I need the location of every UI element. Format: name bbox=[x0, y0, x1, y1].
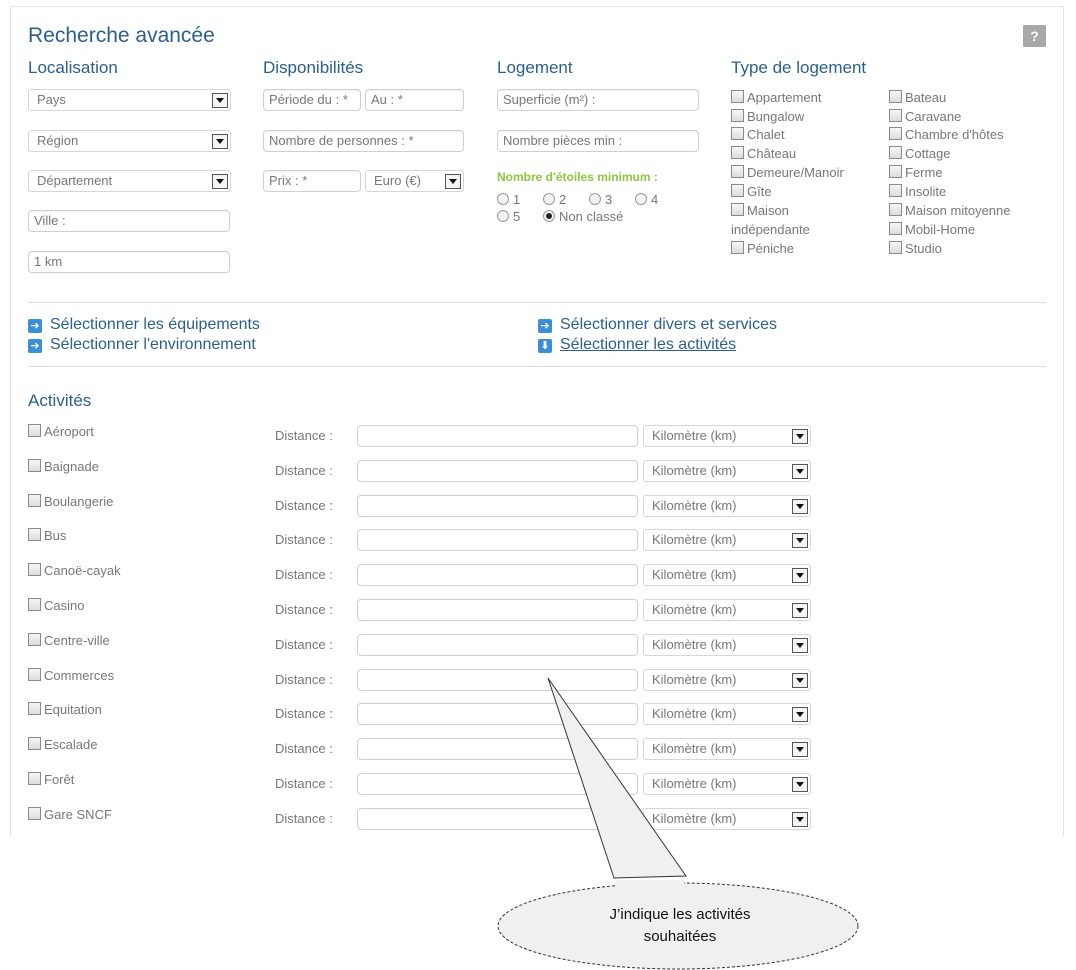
rayon-input[interactable]: 1 km bbox=[28, 251, 230, 273]
star-radio-2[interactable]: 2 bbox=[543, 192, 566, 207]
devise-value: Euro (€) bbox=[374, 173, 421, 188]
type-studio-checkbox[interactable]: Studio bbox=[889, 239, 942, 258]
distance-unit-value: Kilomètre (km) bbox=[652, 706, 737, 722]
type-bungalow-checkbox[interactable]: Bungalow bbox=[731, 107, 804, 126]
distance-unit-value: Kilomètre (km) bbox=[652, 602, 737, 617]
arrow-right-icon: ➔ bbox=[538, 319, 552, 333]
page-title: Recherche avancée bbox=[28, 24, 215, 47]
arrow-down-icon: ⬇ bbox=[538, 339, 552, 353]
disponibilites-title: Disponibilités bbox=[263, 58, 364, 77]
distance-unit-value: Kilomètre (km) bbox=[652, 462, 737, 478]
help-button[interactable]: ? bbox=[1023, 25, 1046, 47]
type-chambre-hotes-checkbox[interactable]: Chambre d'hôtes bbox=[889, 125, 1004, 144]
type-logement-title: Type de logement bbox=[731, 58, 867, 77]
link-divers-services[interactable]: ➔ Sélectionner divers et services bbox=[538, 316, 777, 334]
type-cottage-checkbox[interactable]: Cottage bbox=[889, 144, 951, 163]
activity-checkbox[interactable]: Equitation bbox=[28, 702, 102, 717]
activity-checkbox[interactable]: Canoë-cayak bbox=[28, 563, 121, 578]
activity-checkbox[interactable]: Escalade bbox=[28, 737, 97, 752]
distance-unit-value: Kilomètre (km) bbox=[652, 497, 737, 513]
distance-label: Distance : bbox=[275, 462, 333, 478]
distance-label: Distance : bbox=[275, 602, 333, 617]
activity-checkbox[interactable]: Bus bbox=[28, 528, 66, 543]
arrow-right-icon: ➔ bbox=[28, 319, 42, 333]
prix-input[interactable]: Prix : * bbox=[263, 170, 361, 192]
distance-unit-value: Kilomètre (km) bbox=[652, 741, 737, 757]
type-appartement-checkbox[interactable]: Appartement bbox=[731, 88, 821, 107]
activity-checkbox[interactable]: Centre-ville bbox=[28, 633, 110, 648]
type-mobil-home-checkbox[interactable]: Mobil-Home bbox=[889, 220, 975, 239]
region-value: Région bbox=[37, 133, 79, 148]
distance-label: Distance : bbox=[275, 497, 333, 513]
nombre-personnes-input[interactable]: Nombre de personnes : * bbox=[263, 130, 464, 152]
distance-unit-value: Kilomètre (km) bbox=[652, 567, 737, 583]
activites-title: Activités bbox=[28, 391, 92, 410]
departement-value: Département bbox=[37, 173, 113, 188]
star-radio-5[interactable]: 5 bbox=[497, 209, 520, 224]
distance-label: Distance : bbox=[275, 776, 333, 791]
type-chalet-checkbox[interactable]: Chalet bbox=[731, 125, 785, 144]
type-caravane-checkbox[interactable]: Caravane bbox=[889, 107, 961, 126]
periode-du-input[interactable]: Période du : * bbox=[263, 89, 361, 111]
ville-input[interactable]: Ville : bbox=[28, 210, 230, 232]
type-maison-independante-label: indépendante bbox=[731, 222, 810, 237]
distance-label: Distance : bbox=[275, 567, 333, 583]
type-insolite-checkbox[interactable]: Insolite bbox=[889, 182, 946, 201]
type-chateau-checkbox[interactable]: Château bbox=[731, 144, 796, 163]
star-radio-3[interactable]: 3 bbox=[589, 192, 612, 207]
activity-checkbox[interactable]: Commerces bbox=[28, 668, 114, 683]
distance-label: Distance : bbox=[275, 532, 333, 548]
distance-label: Distance : bbox=[275, 810, 333, 826]
distance-label: Distance : bbox=[275, 636, 333, 652]
localisation-title: Localisation bbox=[28, 58, 118, 77]
distance-unit-value: Kilomètre (km) bbox=[652, 776, 737, 791]
type-bateau-checkbox[interactable]: Bateau bbox=[889, 88, 946, 107]
activity-checkbox[interactable]: Forêt bbox=[28, 772, 74, 787]
activity-checkbox[interactable]: Boulangerie bbox=[28, 494, 113, 509]
distance-unit-value: Kilomètre (km) bbox=[652, 810, 737, 826]
star-radio-non-classe[interactable]: Non classé bbox=[543, 209, 623, 224]
activity-checkbox[interactable]: Casino bbox=[28, 598, 84, 613]
distance-label: Distance : bbox=[275, 741, 333, 757]
link-activites[interactable]: ⬇ Sélectionner les activités bbox=[538, 336, 736, 354]
arrow-right-icon: ➔ bbox=[28, 339, 42, 353]
type-ferme-checkbox[interactable]: Ferme bbox=[889, 163, 943, 182]
star-radio-4[interactable]: 4 bbox=[635, 192, 658, 207]
activity-checkbox[interactable]: Baignade bbox=[28, 459, 99, 474]
periode-au-input[interactable]: Au : * bbox=[365, 89, 464, 111]
superficie-input[interactable]: Superficie (m²) : bbox=[497, 89, 699, 111]
link-environnement[interactable]: ➔ Sélectionner l'environnement bbox=[28, 336, 256, 354]
activity-checkbox[interactable]: Gare SNCF bbox=[28, 807, 112, 822]
logement-title: Logement bbox=[497, 58, 573, 77]
activity-checkbox[interactable]: Aéroport bbox=[28, 424, 94, 439]
distance-unit-value: Kilomètre (km) bbox=[652, 671, 737, 687]
link-equipements[interactable]: ➔ Sélectionner les équipements bbox=[28, 316, 260, 334]
distance-unit-value: Kilomètre (km) bbox=[652, 636, 737, 652]
type-maison-checkbox[interactable]: Maison bbox=[731, 201, 789, 220]
distance-label: Distance : bbox=[275, 671, 333, 687]
callout-text: J’indique les activités souhaitées bbox=[609, 906, 751, 945]
distance-unit-value: Kilomètre (km) bbox=[652, 532, 737, 548]
stars-label: Nombre d'étoiles minimum : bbox=[497, 170, 658, 184]
distance-label: Distance : bbox=[275, 706, 333, 722]
type-peniche-checkbox[interactable]: Péniche bbox=[731, 239, 794, 258]
star-radio-1[interactable]: 1 bbox=[497, 192, 520, 207]
type-gite-checkbox[interactable]: Gîte bbox=[731, 182, 772, 201]
pays-value: Pays bbox=[37, 92, 66, 107]
pieces-input[interactable]: Nombre pièces min : bbox=[497, 130, 699, 152]
distance-unit-value: Kilomètre (km) bbox=[652, 428, 737, 443]
distance-label: Distance : bbox=[275, 428, 333, 443]
type-demeure-checkbox[interactable]: Demeure/Manoir bbox=[731, 163, 844, 182]
type-maison-mitoyenne-checkbox[interactable]: Maison mitoyenne bbox=[889, 201, 1011, 220]
